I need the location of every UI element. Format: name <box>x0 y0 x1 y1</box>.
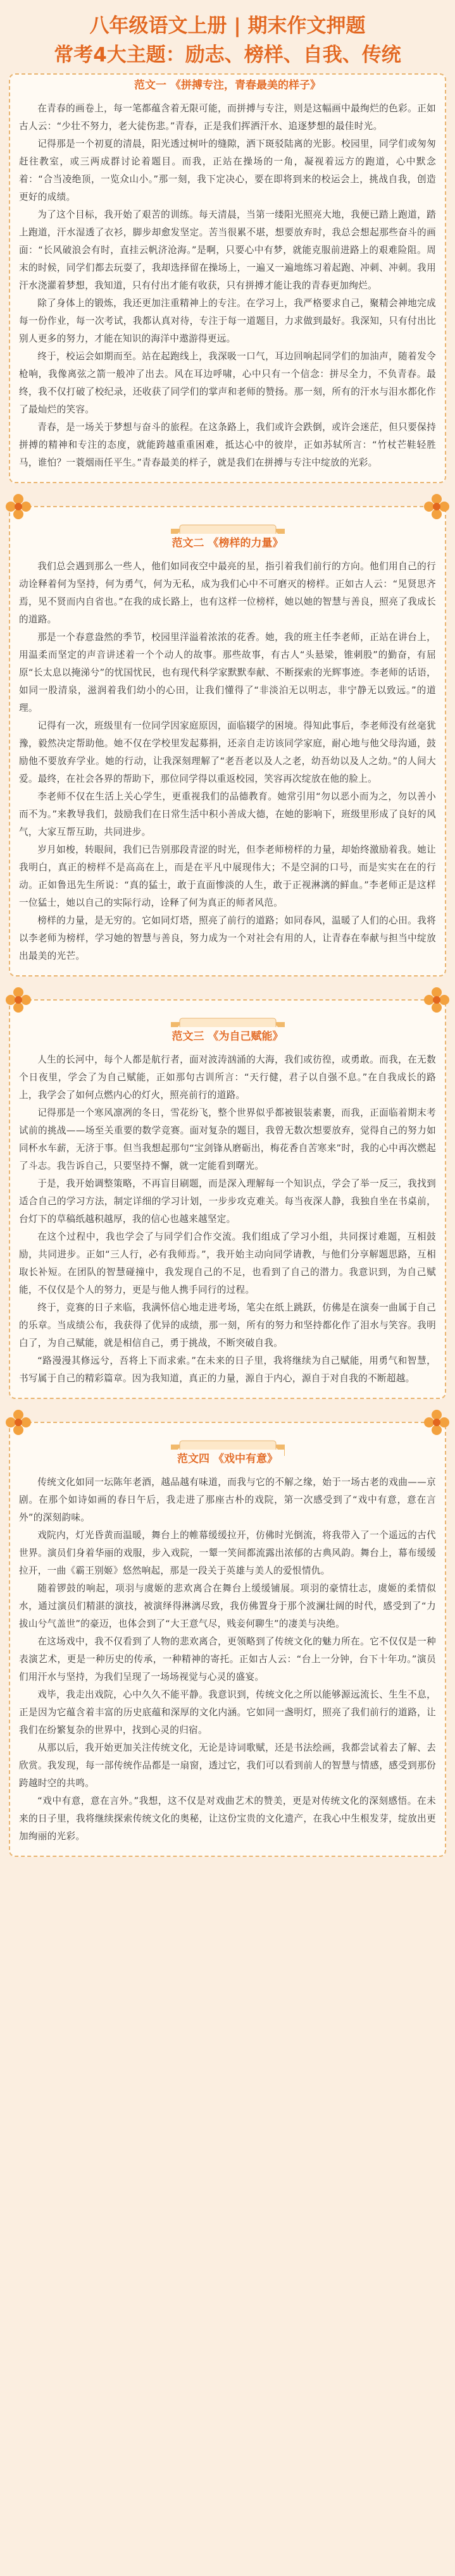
essay-paragraph: 戏院内，灯光昏黄而温暖，舞台上的帷幕缓缓拉开，仿佛时光倒流，将我带入了一个遥远的古代世界。演员们身着华丽的戏服，步入戏院，一颦一笑间都流露出浓郁的古典风韵。舞台上，幕布缓缓拉开，一曲《霸王别姬》悠然响起，那是一段关于英雄与美人的爱恨情仇。 <box>19 1530 436 1576</box>
essay-card-2 <box>9 506 446 977</box>
essay-paragraph: 戏毕，我走出戏院，心中久久不能平静。我意识到，传统文化之所以能够源远流长、生生不息，正是因为它蕴含着丰富的历史底蕴和深厚的文化内涵。它如同一盏明灯，照亮了我们前行的道路，让我们在纷繁复杂的世界中，找到心灵的归宿。 <box>19 1689 436 1735</box>
essay-paragraph: 榜样的力量，是无穷的。它如同灯塔，照亮了前行的道路；如同春风，温暖了人们的心田。我将以李老师为榜样，学习她的智慧与善良，努力成为一个对社会有用的人，让青春在奉献与担当中绽放出最美的光芒。 <box>19 915 436 961</box>
essay-paragraph: 终于，竞赛的日子来临，我满怀信心地走进考场，笔尖在纸上跳跃，仿佛是在演奏一曲属于自己的乐章。当成绩公布，我获得了优异的成绩，那一刻，所有的努力和坚持都化作了泪水与笑容。我明白了，为自己赋能，就是相信自己，勇于挑战，不断突破自我。 <box>19 1302 436 1348</box>
essay-paragraph: 于是，我开始调整策略，不再盲目刷题，而是深入理解每一个知识点，学会了举一反三，我找到适合自己的学习方法，制定详细的学习计划，一步步攻克难关。每当夜深人静，我独自坐在书桌前，台灯下的草稿纸越积越厚，我的信心也越来越坚定。 <box>19 1178 436 1224</box>
essay-title <box>166 534 290 553</box>
essay-card-4 <box>9 1422 446 1857</box>
essay-title <box>128 76 327 95</box>
essay-card-3 <box>9 999 446 1399</box>
page-header <box>0 0 455 73</box>
essay-paragraph: “路漫漫其修远兮，吾将上下而求索。”在未来的日子里，我将继续为自己赋能，用勇气和智慧，书写属于自己的精彩篇章。因为我知道，真正的力量，源自于内心，源自于对自我的不断超越。 <box>19 1355 436 1384</box>
essay-name: 《为自己赋能》 <box>208 1030 284 1043</box>
essay-paragraph: 记得有一次，班级里有一位同学因家庭原因，面临辍学的困境。得知此事后，李老师没有丝毫犹豫，毅然决定帮助他。她不仅在学校里发起募捐，还亲自走访该同学家庭，耐心地与他父母沟通，鼓励他不要放弃学业。她的行动，让我深刻理解了“老吾老以及人之老，幼吾幼以及人之幼。”的人间大爱。最终，在社会各界的帮助下，那位同学得以重返校园，笑容再次绽放在他的脸上。 <box>19 720 436 784</box>
essay-paragraph: 李老师不仅在生活上关心学生，更重视我们的品德教育。她常引用“勿以恶小而为之，勿以善小而不为。”来教导我们，鼓励我们在日常生活中积小善成大德，在她的影响下，班级里形成了良好的风气，大家互帮互助，共同进步。 <box>19 791 436 837</box>
essay-title <box>166 1027 290 1046</box>
essay-number: 范文二 <box>171 537 204 550</box>
flower-icon <box>4 1408 33 1437</box>
essay-number: 范文三 <box>171 1030 204 1043</box>
essay-paragraph: 记得那是一个寒风凛冽的冬日，雪花纷飞，整个世界似乎都被银装素裹，而我，正面临着期末考试前的挑战——场至关重要的数学竞赛。面对复杂的题目，我曾无数次想要放弃，觉得自己的努力如同杯水车薪，无济于事。但当我想起那句“宝剑锋从磨砺出，梅花香自苦寒来”时，我的心中再次燃起了斗志。我告诉自己，只要坚持不懈，就一定能看到曙光。 <box>19 1107 436 1171</box>
essay-name: 《戏中有意》 <box>213 1453 278 1465</box>
essay-title-band <box>19 76 436 95</box>
essay-paragraph: 我们总会遇到那么一些人，他们如同夜空中最亮的星，指引着我们前行的方向。他们用自己的行动诠释着何为坚持，何为勇气，何为无私，成为我们心中不可磨灭的榜样。正如古人云：“见贤思齐焉，见不贤而内自省也。”在我的成长路上，也有这样一位榜样，她以她的智慧与善良，照亮了我成长的道路。 <box>19 561 436 625</box>
essay-paragraph: 随着锣鼓的响起，项羽与虞姬的悲欢离合在舞台上缓缓铺展。项羽的豪情壮志，虞姬的柔情似水，通过演员们精湛的演技，被演绎得淋漓尽致，我仿佛置身于那个波澜壮阔的时代，感受到了“力拔山兮气盖世”的豪迈，也体会到了“大王意气尽，贱妾何聊生”的凄美与决绝。 <box>19 1583 436 1629</box>
essay-name: 《榜样的力量》 <box>208 537 284 550</box>
essay-paragraph: 那是一个春意盎然的季节，校园里洋溢着浓浓的花香。她，我的班主任李老师，正站在讲台上，用温柔而坚定的声音讲述着一个个动人的故事。那些故事，有古人“头悬梁，锥刺股”的勤奋，有屈原“长太息以掩涕兮”的忧国忧民，也有现代科学家默默奉献、不断探索的光辉事迹。李老师的话语，如同一股清泉，滋润着我们幼小的心田，让我们懂得了“非淡泊无以明志，非宁静无以致远。”的道理。 <box>19 632 436 713</box>
essay-paragraph: 岁月如梭，转眼间，我们已告别那段青涩的时光，但李老师榜样的力量，却始终激励着我。她让我明白，真正的榜样不是高高在上，而是在平凡中展现伟大；不是空洞的口号，而是实实在在的行动。正如鲁迅先生所说：“真的猛士，敢于直面惨淡的人生，敢于正视淋漓的鲜血。”李老师正是这样一位猛士，她以自己的实际行动，诠释了何为真正的师者风范。 <box>19 844 436 908</box>
flower-icon <box>4 985 33 1014</box>
essay-title-band <box>19 1027 436 1046</box>
essay-paragraph: “戏中有意，意在言外。”我想，这不仅是对戏曲艺术的赞美，更是对传统文化的深刻感悟。在未来的日子里，我将继续探索传统文化的奥秘，让这份宝贵的文化遗产，在我心中生根发芽，绽放出更加绚丽的光彩。 <box>19 1796 436 1842</box>
essay-paragraph: 除了身体上的锻炼，我还更加注重精神上的专注。在学习上，我严格要求自己，聚精会神地完成每一份作业，每一次考试，我都认真对待，专注于每一道题目，力求做到最好。我深知，只有付出比别人更多的努力，才能在知识的海洋中遨游得更远。 <box>19 298 436 344</box>
essay-paragraph: 青春，是一场关于梦想与奋斗的旅程。在这条路上，我们或许会跌倒，或许会迷茫，但只要保持拼搏的精神和专注的态度，就能跨越重重困难，抵达心中的彼岸，正如苏轼所言：“竹杖芒鞋轻胜马，谁怕？一蓑烟雨任平生。”青春最美的样子，就是我们在拼搏与专注中绽放的光彩。 <box>19 422 436 468</box>
essay-paragraph: 记得那是一个初夏的清晨，阳光透过树叶的缝隙，洒下斑驳陆离的光影。校园里，同学们或匆匆赶往教室，或三两成群讨论着题目。而我，正站在操场的一角，凝视着远方的跑道，心中默念着：“合当凌绝顶，一览众山小。”那一刻，我下定决心，要在即将到来的校运会上，挑战自我，创造更好的成绩。 <box>19 139 436 202</box>
essay-paragraph: 终于，校运会如期而至。站在起跑线上，我深吸一口气，耳边回响起同学们的加油声，随着发令枪响，我像离弦之箭一般冲了出去。风在耳边呼啸，心中只有一个信念：拼尽全力，不负青春。最终，我不仅打破了校纪录，还收获了同学们的掌声和老师的赞扬。那一刻，所有的汗水与泪水都化作了最灿烂的笑容。 <box>19 351 436 415</box>
essay-paragraph: 人生的长河中，每个人都是航行者，面对波涛汹涌的大海，我们或彷徨，或勇敢。而我，在无数个日夜里，学会了为自己赋能，正如那句古训所言：“天行健，君子以自强不息。”在自我成长的路上，我学会了如何点燃内心的灯火，照亮前行的道路。 <box>19 1054 436 1100</box>
essay-paragraph: 在这个过程中，我也学会了与同学们合作交流。我们组成了学习小组，共同探讨难题，互相鼓励，共同进步。正如“三人行，必有我师焉。”，我开始主动向同学请教，与他们分享解题思路，互相取长补短。在团队的智慧碰撞中，我发现自己的不足，也看到了自己的潜力。我意识到，为自己赋能，不仅仅是个人的努力，更是与他人携手同行的过程。 <box>19 1231 436 1295</box>
essay-paragraph: 在这场戏中，我不仅看到了人物的悲欢离合，更领略到了传统文化的魅力所在。它不仅仅是一种表演艺术，更是一种历史的传承，一种精神的寄托。正如古人云：“台上一分钟，台下十年功。”演员们用汗水与坚持，为我们呈现了一场场视觉与心灵的盛宴。 <box>19 1636 436 1682</box>
essay-number: 范文四 <box>177 1453 210 1465</box>
essay-title-band <box>19 534 436 553</box>
flower-icon <box>422 1408 451 1437</box>
essay-paragraph: 为了这个目标，我开始了艰苦的训练。每天清晨，当第一缕阳光照亮大地，我便已踏上跑道，踏上跑道，汗水湿透了衣衫，脚步却愈发坚定。苦当很累不堪，想要放弃时，我总会想起那些奋斗的画面：“长风破浪会有时，直挂云帆济沧海。”是啊，只要心中有梦，就能克服前进路上的艰难险阻。周末的时候，同学们都去玩耍了，我却选择留在操场上，一遍又一遍地练习着起跑、冲刺、冲刺。我用汗水浇灌着梦想，我知道，只有付出才能有收获，只有拼搏才能让我的青春更加绚烂。 <box>19 209 436 291</box>
essay-paragraph: 在青春的画卷上，每一笔都蕴含着无限可能，而拼搏与专注，则是这幅画中最绚烂的色彩。正如古人云：“少壮不努力，老大徒伤悲。”青春，正是我们挥洒汗水、追逐梦想的最佳时光。 <box>19 103 436 132</box>
essay-card-1 <box>9 73 446 483</box>
flower-icon <box>4 492 33 521</box>
essay-paragraph: 传统文化如同一坛陈年老酒，越品越有味道，而我与它的不解之缘，始于一场古老的戏曲——京剧。在那个如诗如画的春日午后，我走进了那座古朴的戏院，第一次感受到了“戏中有意，意在言外”的深刻韵味。 <box>19 1477 436 1523</box>
essay-paragraph: 从那以后，我开始更加关注传统文化，无论是诗词歌赋，还是书法绘画，我都尝试着去了解、去欣赏。我发现，每一部传统作品都是一扇窗，透过它，我们可以看到前人的智慧与情感，感受到那份跨越时空的共鸣。 <box>19 1742 436 1789</box>
page-title: 八年级语文上册 | 期末作文押题 <box>89 15 366 37</box>
flower-icon <box>422 985 451 1014</box>
flower-icon <box>422 492 451 521</box>
essay-number: 范文一 <box>134 79 167 92</box>
essay-title-band <box>19 1450 436 1469</box>
essay-name: 《拼搏专注，青春最美的样子》 <box>170 79 321 92</box>
essay-title <box>171 1450 284 1469</box>
page-subtitle: 常考4大主题：励志、榜样、自我、传统 <box>54 44 401 66</box>
